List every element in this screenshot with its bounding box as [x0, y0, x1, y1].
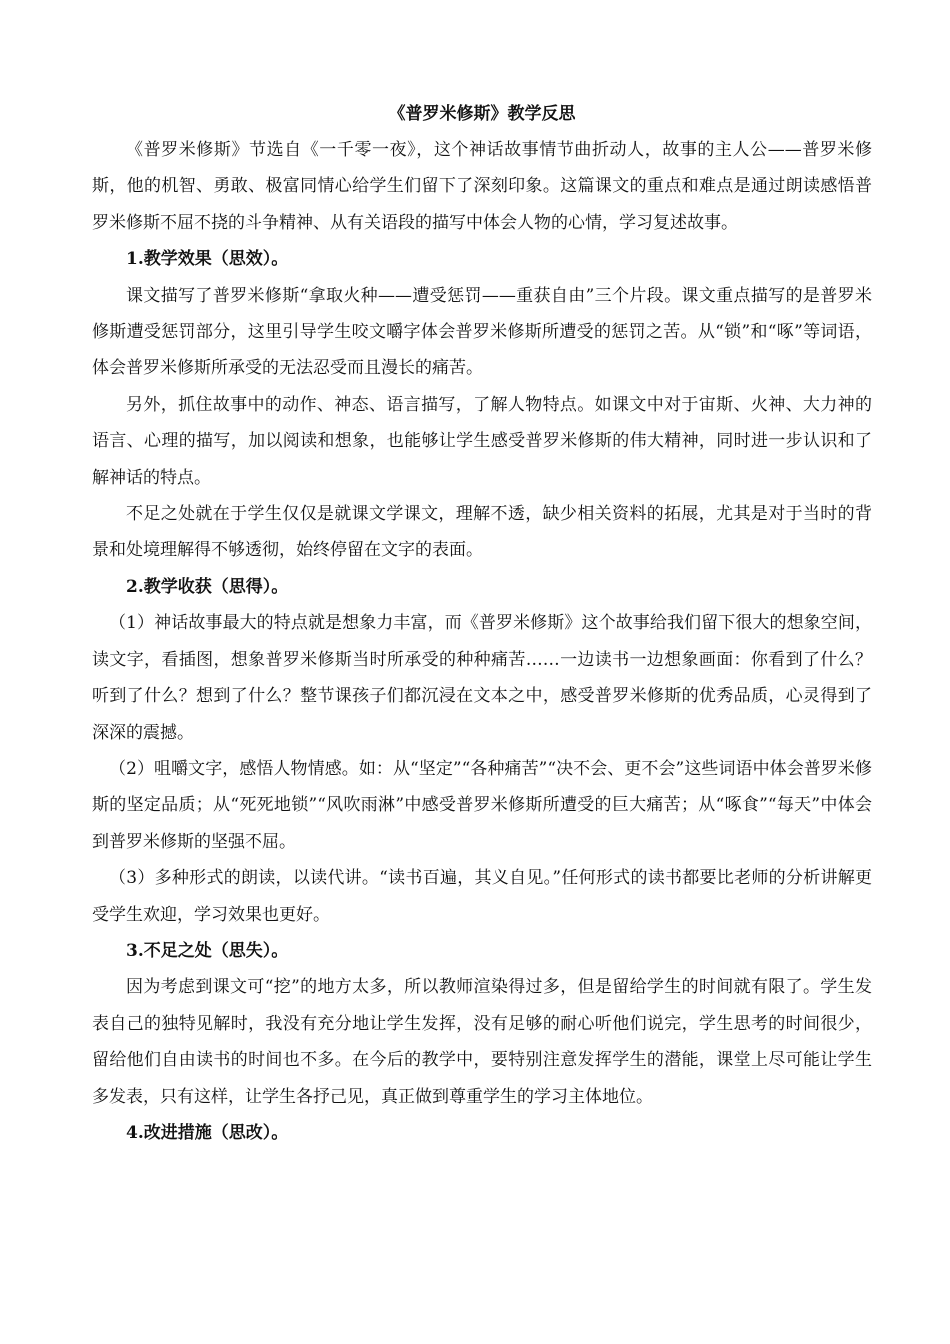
section-heading-improvement: 4.改进措施（思改）。 [126, 1122, 289, 1143]
gain-item-3: （3）多种形式的朗读，以读代讲。“读书百遍，其义自见。”任何形式的读书都要比老师的分析讲解更受学生欢迎，学习效果也更好。 [92, 868, 872, 925]
gain-item-1: （1）神话故事最大的特点就是想象力丰富，而《普罗米修斯》这个故事给我们留下很大的想象空间，读文字，看插图，想象普罗米修斯当时所承受的种种痛苦……一边读书一边想象画面：你看到了什么？听到了什么？想到了什么？整节课孩子们都沉浸在文本之中，感受普罗米修斯的优秀品质，心灵得到了深深的震撼。 [92, 613, 872, 743]
effect-paragraph-2: 另外，抓住故事中的动作、神态、语言描写，了解人物特点。如课文中对于宙斯、火神、大力神的语言、心理的描写，加以阅读和想象，也能够让学生感受普罗米修斯的伟大精神，同时进一步认识和了解神话的特点。 [92, 394, 872, 488]
effect-paragraph-1: 课文描写了普罗米修斯“拿取火种——遭受惩罚——重获自由”三个片段。课文重点描写的是普罗米修斯遭受惩罚部分，这里引导学生咬文嚼字体会普罗米修斯所遭受的惩罚之苦。从“锁”和“啄”等词语，体会普罗米修斯所承受的无法忍受而且漫长的痛苦。 [92, 285, 872, 379]
intro-paragraph: 《普罗米修斯》节选自《一千零一夜》，这个神话故事情节曲折动人，故事的主人公——普罗米修斯，他的机智、勇敢、极富同情心给学生们留下了深刻印象。这篇课文的重点和难点是通过朗读感悟普罗米修斯不屈不挠的斗争精神、从有关语段的描写中体会人物的心情，学习复述故事。 [92, 140, 872, 233]
section-heading-shortcoming: 3.不足之处（思失）。 [126, 940, 289, 961]
section-heading-effect: 1.教学效果（思效）。 [126, 249, 289, 270]
section-heading-gain: 2.教学收获（思得）。 [126, 576, 289, 597]
document-page [92, 96, 872, 1151]
gain-item-2: （2）咀嚼文字，感悟人物情感。如：从“坚定”“各种痛苦”“决不会、更不会”这些词语中体会普罗米修斯的坚定品质；从“死死地锁”“风吹雨淋”中感受普罗米修斯所遭受的巨大痛苦；从“啄食”“每天”中体会到普罗米修斯的坚强不屈。 [92, 758, 872, 852]
effect-paragraph-3: 不足之处就在于学生仅仅是就课文学课文，理解不透，缺少相关资料的拓展，尤其是对于当时的背景和处境理解得不够透彻，始终停留在文字的表面。 [92, 504, 872, 561]
document-title: 《普罗米修斯》教学反思 [388, 104, 576, 124]
shortcoming-paragraph: 因为考虑到课文可“挖”的地方太多，所以教师渲染得过多，但是留给学生的时间就有限了。学生发表自己的独特见解时，我没有充分地让学生发挥，没有足够的耐心听他们说完，学生思考的时间很少，留给他们自由读书的时间也不多。在今后的教学中，要特别注意发挥学生的潜能，课堂上尽可能让学生多发表，只有这样，让学生各抒己见，真正做到尊重学生的学习主体地位。 [92, 977, 872, 1107]
